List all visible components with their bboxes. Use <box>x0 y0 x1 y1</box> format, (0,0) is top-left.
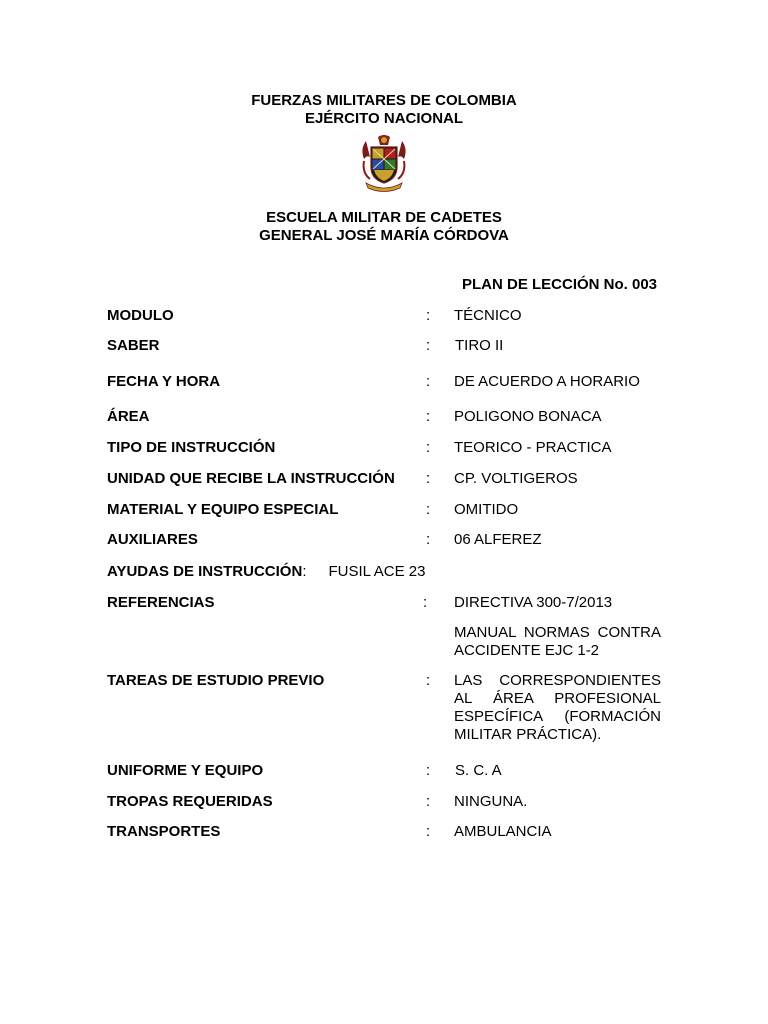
field-value: DIRECTIVA 300-7/2013 <box>454 594 613 611</box>
field-value: DE ACUERDO A HORARIO <box>454 373 640 390</box>
field-colon: : <box>426 470 431 487</box>
field-label: TRANSPORTES <box>107 823 221 840</box>
field-value: NINGUNA. <box>454 793 528 810</box>
school-line-1: ESCUELA MILITAR DE CADETES <box>266 209 502 226</box>
field-value: TIRO II <box>455 337 504 354</box>
header-line-2: EJÉRCITO NACIONAL <box>304 110 464 127</box>
header-line-1: FUERZAS MILITARES DE COLOMBIA <box>251 92 517 109</box>
field-value: TÉCNICO <box>454 307 522 324</box>
field-label: SABER <box>107 337 160 354</box>
field-value: FUSIL ACE 23 <box>328 563 426 580</box>
field-value: 06 ALFEREZ <box>454 531 542 548</box>
field-value: LAS CORRESPONDIENTES AL ÁREA PROFESIONAL ESPECÍFICA (FORMACIÓN MILITAR PRÁCTICA). <box>454 672 661 743</box>
field-label: MATERIAL Y EQUIPO ESPECIAL <box>107 501 339 518</box>
field-colon: : <box>426 337 431 354</box>
field-colon: : <box>426 823 431 840</box>
field-colon: : <box>426 793 431 810</box>
field-label: AUXILIARES <box>107 531 198 548</box>
crest-emblem-icon <box>358 133 410 193</box>
field-value: OMITIDO <box>454 501 519 518</box>
plan-title: PLAN DE LECCIÓN No. 003 <box>462 276 658 293</box>
field-colon: : <box>426 531 431 548</box>
field-label: REFERENCIAS <box>107 594 215 611</box>
field-value: CP. VOLTIGEROS <box>454 470 578 487</box>
field-value: AMBULANCIA <box>454 823 552 840</box>
field-colon: : <box>423 594 428 611</box>
field-label: TAREAS DE ESTUDIO PREVIO <box>107 672 325 689</box>
field-value: S. C. A <box>455 762 502 779</box>
field-colon: : <box>426 373 431 390</box>
field-value-2: MANUAL NORMAS CONTRA ACCIDENTE EJC 1-2 <box>454 624 661 659</box>
field-label: TROPAS REQUERIDAS <box>107 793 273 810</box>
field-label: ÁREA <box>107 408 150 425</box>
field-value: TEORICO - PRACTICA <box>454 439 612 456</box>
field-colon: : <box>426 501 431 518</box>
field-label <box>107 563 425 580</box>
field-colon: : <box>426 307 431 324</box>
field-label: TIPO DE INSTRUCCIÓN <box>107 439 276 456</box>
field-colon: : <box>426 439 431 456</box>
field-colon: : <box>426 672 431 689</box>
field-value: POLIGONO BONACA <box>454 408 602 425</box>
field-label: FECHA Y HORA <box>107 373 221 390</box>
field-label-text: AYUDAS DE INSTRUCCIÓN <box>107 563 303 580</box>
institution-header <box>0 92 768 128</box>
field-colon: : <box>426 762 431 779</box>
field-label: MODULO <box>107 307 174 324</box>
field-label: UNIDAD QUE RECIBE LA INSTRUCCIÓN <box>107 470 395 487</box>
school-name <box>0 209 768 245</box>
school-line-2: GENERAL JOSÉ MARÍA CÓRDOVA <box>259 227 509 244</box>
field-label: UNIFORME Y EQUIPO <box>107 762 264 779</box>
field-colon: : <box>426 408 431 425</box>
field-colon: : <box>302 563 307 580</box>
